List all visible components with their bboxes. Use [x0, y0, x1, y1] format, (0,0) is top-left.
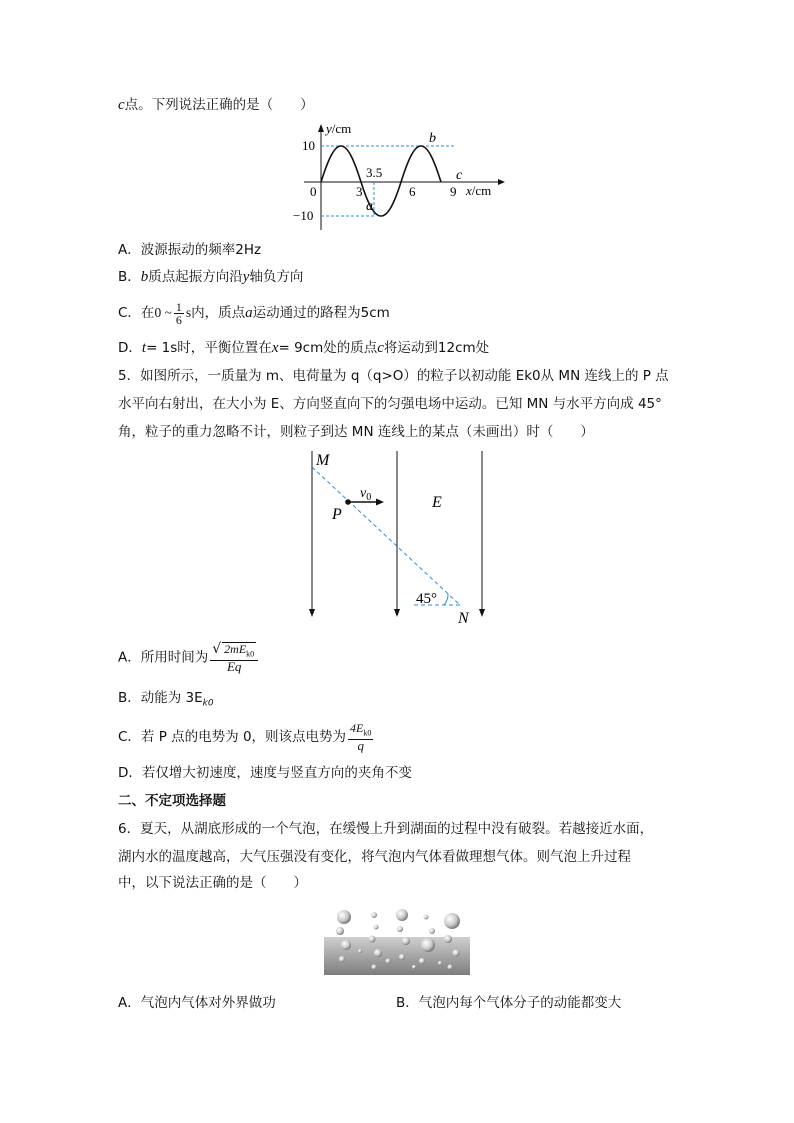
x-axis-arrow	[498, 179, 505, 185]
q6-stem-line1: 6．夏天，从湖底形成的一个气泡，在缓慢上升到湖面的过程中没有破裂。若越接近水面，	[118, 821, 654, 837]
q5-stem-line1: 5．如图所示，一质量为 m、电荷量为 q（q>O）的粒子以初动能 Ek0从 MN 连线上的 P 点	[118, 368, 669, 384]
tick-x-6: 6	[409, 184, 416, 199]
tick-y-neg10: −10	[293, 208, 314, 223]
label-p: P	[332, 506, 342, 523]
q5-option-c[interactable]: C．若 P 点的电势为 0，则该点电势为 $\frac{4E_{k0}}{q}$	[118, 721, 372, 754]
tick-origin: 0	[310, 184, 317, 199]
point-c-label: c	[456, 168, 463, 183]
q4-stem	[118, 96, 314, 114]
label-n: N	[458, 610, 469, 625]
q6-stem-line3: 中，以下说法正确的是（ ）	[118, 875, 307, 891]
q5-option-b[interactable]: B．动能为 $3E_{k0}$	[118, 690, 214, 709]
q6-option-b[interactable]: B．气泡内每个气体分子的动能都变大	[396, 995, 622, 1011]
y-axis-arrow	[318, 124, 324, 132]
wave-curve	[321, 146, 441, 216]
q4-option-a[interactable]: A．波源振动的频率2Hz	[118, 242, 262, 258]
point-a-label: a	[366, 199, 373, 214]
fraction-time: $\frac{√ 2mE_{k0}}{Eq}$	[210, 642, 258, 673]
q5-stem-line2: 水平向右射出，在大小为 E、方向竖直向下的匀强电场中运动。已知 MN 与水平方向成 45°	[118, 396, 662, 412]
bubbles-illustration	[322, 905, 472, 977]
tick-x-9: 9	[450, 184, 457, 199]
tick-y-10: 10	[302, 138, 315, 153]
q4-stem-text: 点。下列说法正确的是（ ）	[124, 97, 314, 113]
q5-option-d[interactable]: D．若仅增大初速度，速度与竖直方向的夹角不变	[118, 765, 412, 781]
q4-option-c[interactable]: C．在0 ~ $\frac{1}{6}$ s内，质点a运动通过的路程为5cm	[118, 299, 390, 327]
label-e: E	[432, 494, 442, 511]
q6-option-a[interactable]: A．气泡内气体对外界做功	[118, 995, 276, 1011]
tick-x-3.5: 3.5	[366, 165, 383, 180]
point-b-label: b	[429, 131, 436, 146]
q4-option-d[interactable]: D．t= 1s时，平衡位置在x= 9cm处的质点c将运动到12cm处	[118, 340, 490, 356]
label-m: M	[316, 452, 330, 469]
mn-line	[312, 467, 460, 605]
fraction-potential: $\frac{4E_{k0}}{q}$	[350, 721, 372, 754]
y-axis-label: y/cm	[326, 121, 352, 136]
point-p	[345, 499, 351, 505]
angle-arc	[444, 594, 448, 605]
q6-stem-line2: 湖内水的温度越高，大气压强没有变化，将气泡内气体看做理想气体。则气泡上升过程	[118, 849, 631, 865]
field-diagram	[298, 445, 498, 625]
q4-option-b[interactable]: B．b质点起振方向沿y轴负方向	[118, 269, 304, 285]
q5-option-a[interactable]: A．所用时间为 $\frac{√ 2mE_{k0}}{Eq}$	[118, 642, 260, 673]
var-c: c	[118, 97, 125, 113]
x-axis-label: x/cm	[466, 183, 492, 198]
wave-graph	[290, 120, 510, 235]
label-angle: 45°	[416, 591, 437, 607]
section-heading: 二、不定项选择题	[118, 793, 226, 809]
tick-x-3: 3	[356, 184, 363, 199]
label-v0: $v_0$	[360, 486, 372, 503]
q5-stem-line3: 角，粒子的重力忽略不计，则粒子到达 MN 连线上的某点（未画出）时（ ）	[118, 424, 594, 440]
fraction-1-6: $\frac{1}{6}$	[175, 299, 182, 327]
